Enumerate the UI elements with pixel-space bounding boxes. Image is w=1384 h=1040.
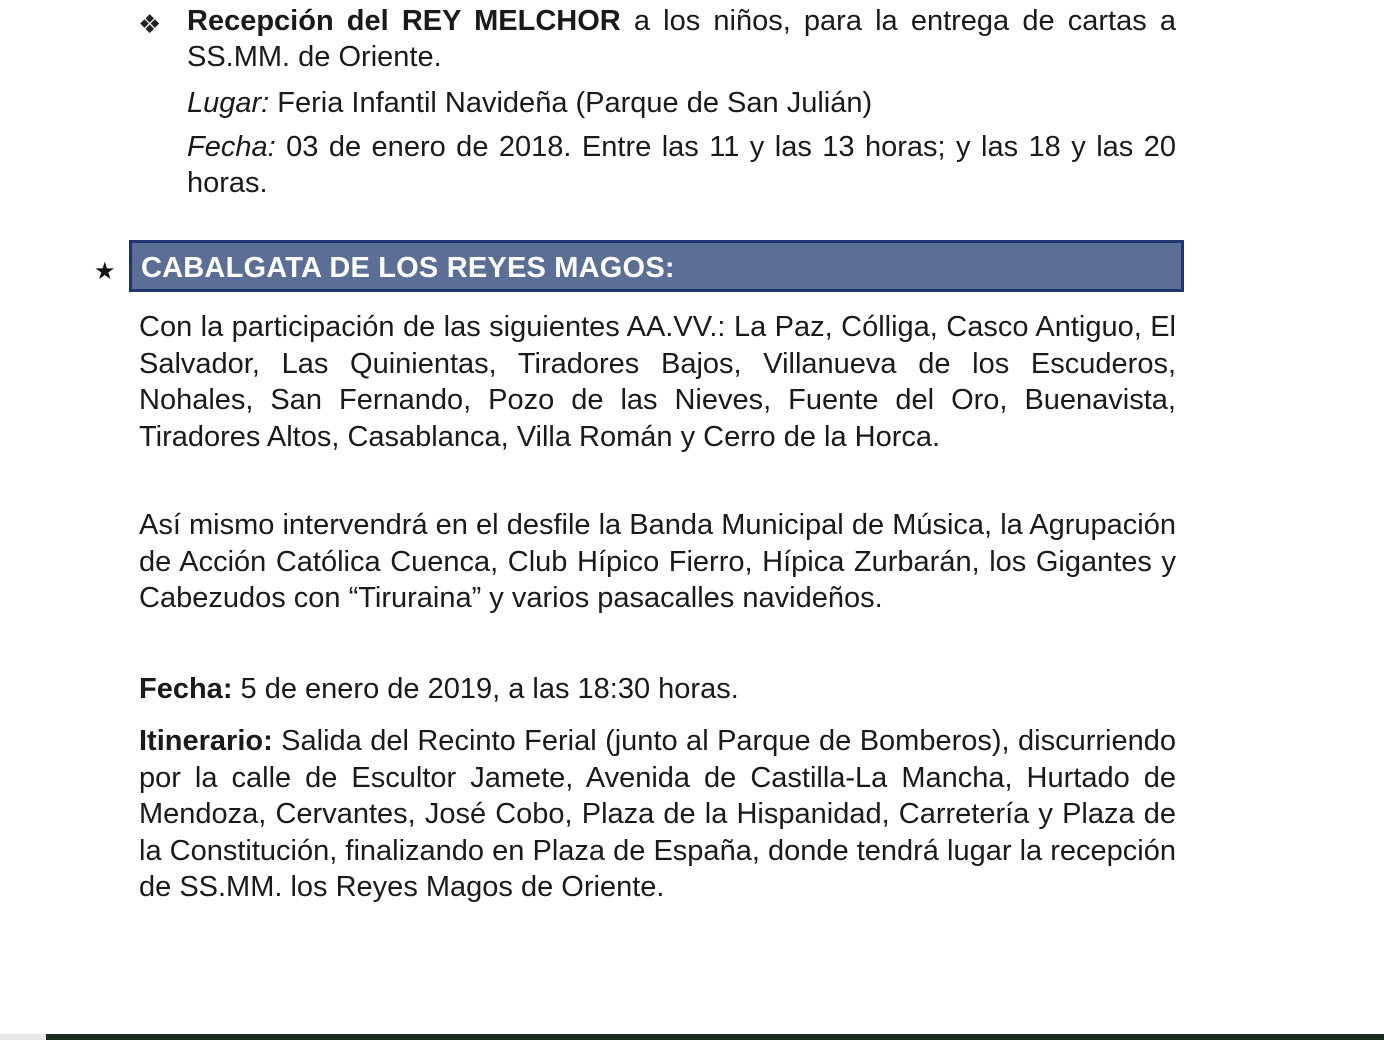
star-bullet-icon: ★ — [94, 258, 116, 285]
fecha-value: 03 de enero de 2018. Entre las 11 y las 13 horas; y las 18 y las 20 horas. — [187, 131, 1176, 199]
fecha-label: Fecha: — [187, 131, 276, 163]
fecha-paragraph — [187, 129, 1176, 201]
participacion-block — [139, 309, 1176, 455]
itinerario-value: Salida del Recinto Ferial (junto al Parque de Bomberos), discurriendo por la calle de Escultor Jamete, Avenida de Castilla-La Mancha, Hurtado de Mendoza, Cervantes, José Cobo, Plaza de la Hispanidad, Carretería y Plaza de la Constitución, finalizando en Plaza de España, donde tendrá lugar la recepción de SS.MM. los Reyes Magos de Oriente. — [139, 725, 1176, 903]
intervencion-block — [139, 507, 1176, 617]
itinerario-label: Itinerario: — [139, 725, 273, 757]
event-lugar — [187, 85, 1176, 121]
intervencion-paragraph: Así mismo intervendrá en el desfile la Banda Municipal de Música, la Agrupación de Acción Católica Cuenca, Club Hípico Fierro, Hípica Zurbarán, los Gigantes y Cabezudos con “Tiruraina” y varios pasacalles navideños. — [139, 509, 1176, 614]
event-fecha — [187, 129, 1176, 201]
event-title-paragraph — [187, 3, 1176, 75]
itinerario-paragraph — [139, 723, 1176, 906]
diamond-bullet-icon: ❖ — [138, 9, 162, 39]
footer-gap — [0, 1034, 46, 1040]
cabalgata-fecha-block — [139, 671, 1176, 707]
event-rey-melchor — [187, 3, 1176, 75]
cabalgata-fecha-paragraph — [139, 671, 1176, 707]
itinerario-block — [139, 723, 1176, 906]
lugar-label: Lugar: — [187, 87, 270, 119]
section-heading-box — [129, 240, 1184, 292]
cabalgata-fecha-value: 5 de enero de 2019, a las 18:30 horas. — [232, 673, 739, 705]
participacion-paragraph: Con la participación de las siguientes AA.VV.: La Paz, Cólliga, Casco Antiguo, El Salvador, Las Quinientas, Tiradores Bajos, Villanueva de los Escuderos, Nohales, San Fernando, Pozo de las Nieves, Fuente del Oro, Buenavista, Tiradores Altos, Casablanca, Villa Román y Cerro de la Horca. — [139, 311, 1176, 453]
section-heading: CABALGATA DE LOS REYES MAGOS: — [141, 252, 675, 284]
lugar-value: Feria Infantil Navideña (Parque de San Julián) — [269, 87, 873, 119]
page-bottom-bar — [46, 1034, 1384, 1040]
event-title-rest: a los niños, para la entrega de cartas a SS.MM. de Oriente. — [187, 5, 1176, 73]
cabalgata-fecha-label: Fecha: — [139, 673, 233, 705]
lugar-paragraph — [187, 85, 1176, 121]
event-title-bold: Recepción del REY MELCHOR — [187, 5, 621, 37]
